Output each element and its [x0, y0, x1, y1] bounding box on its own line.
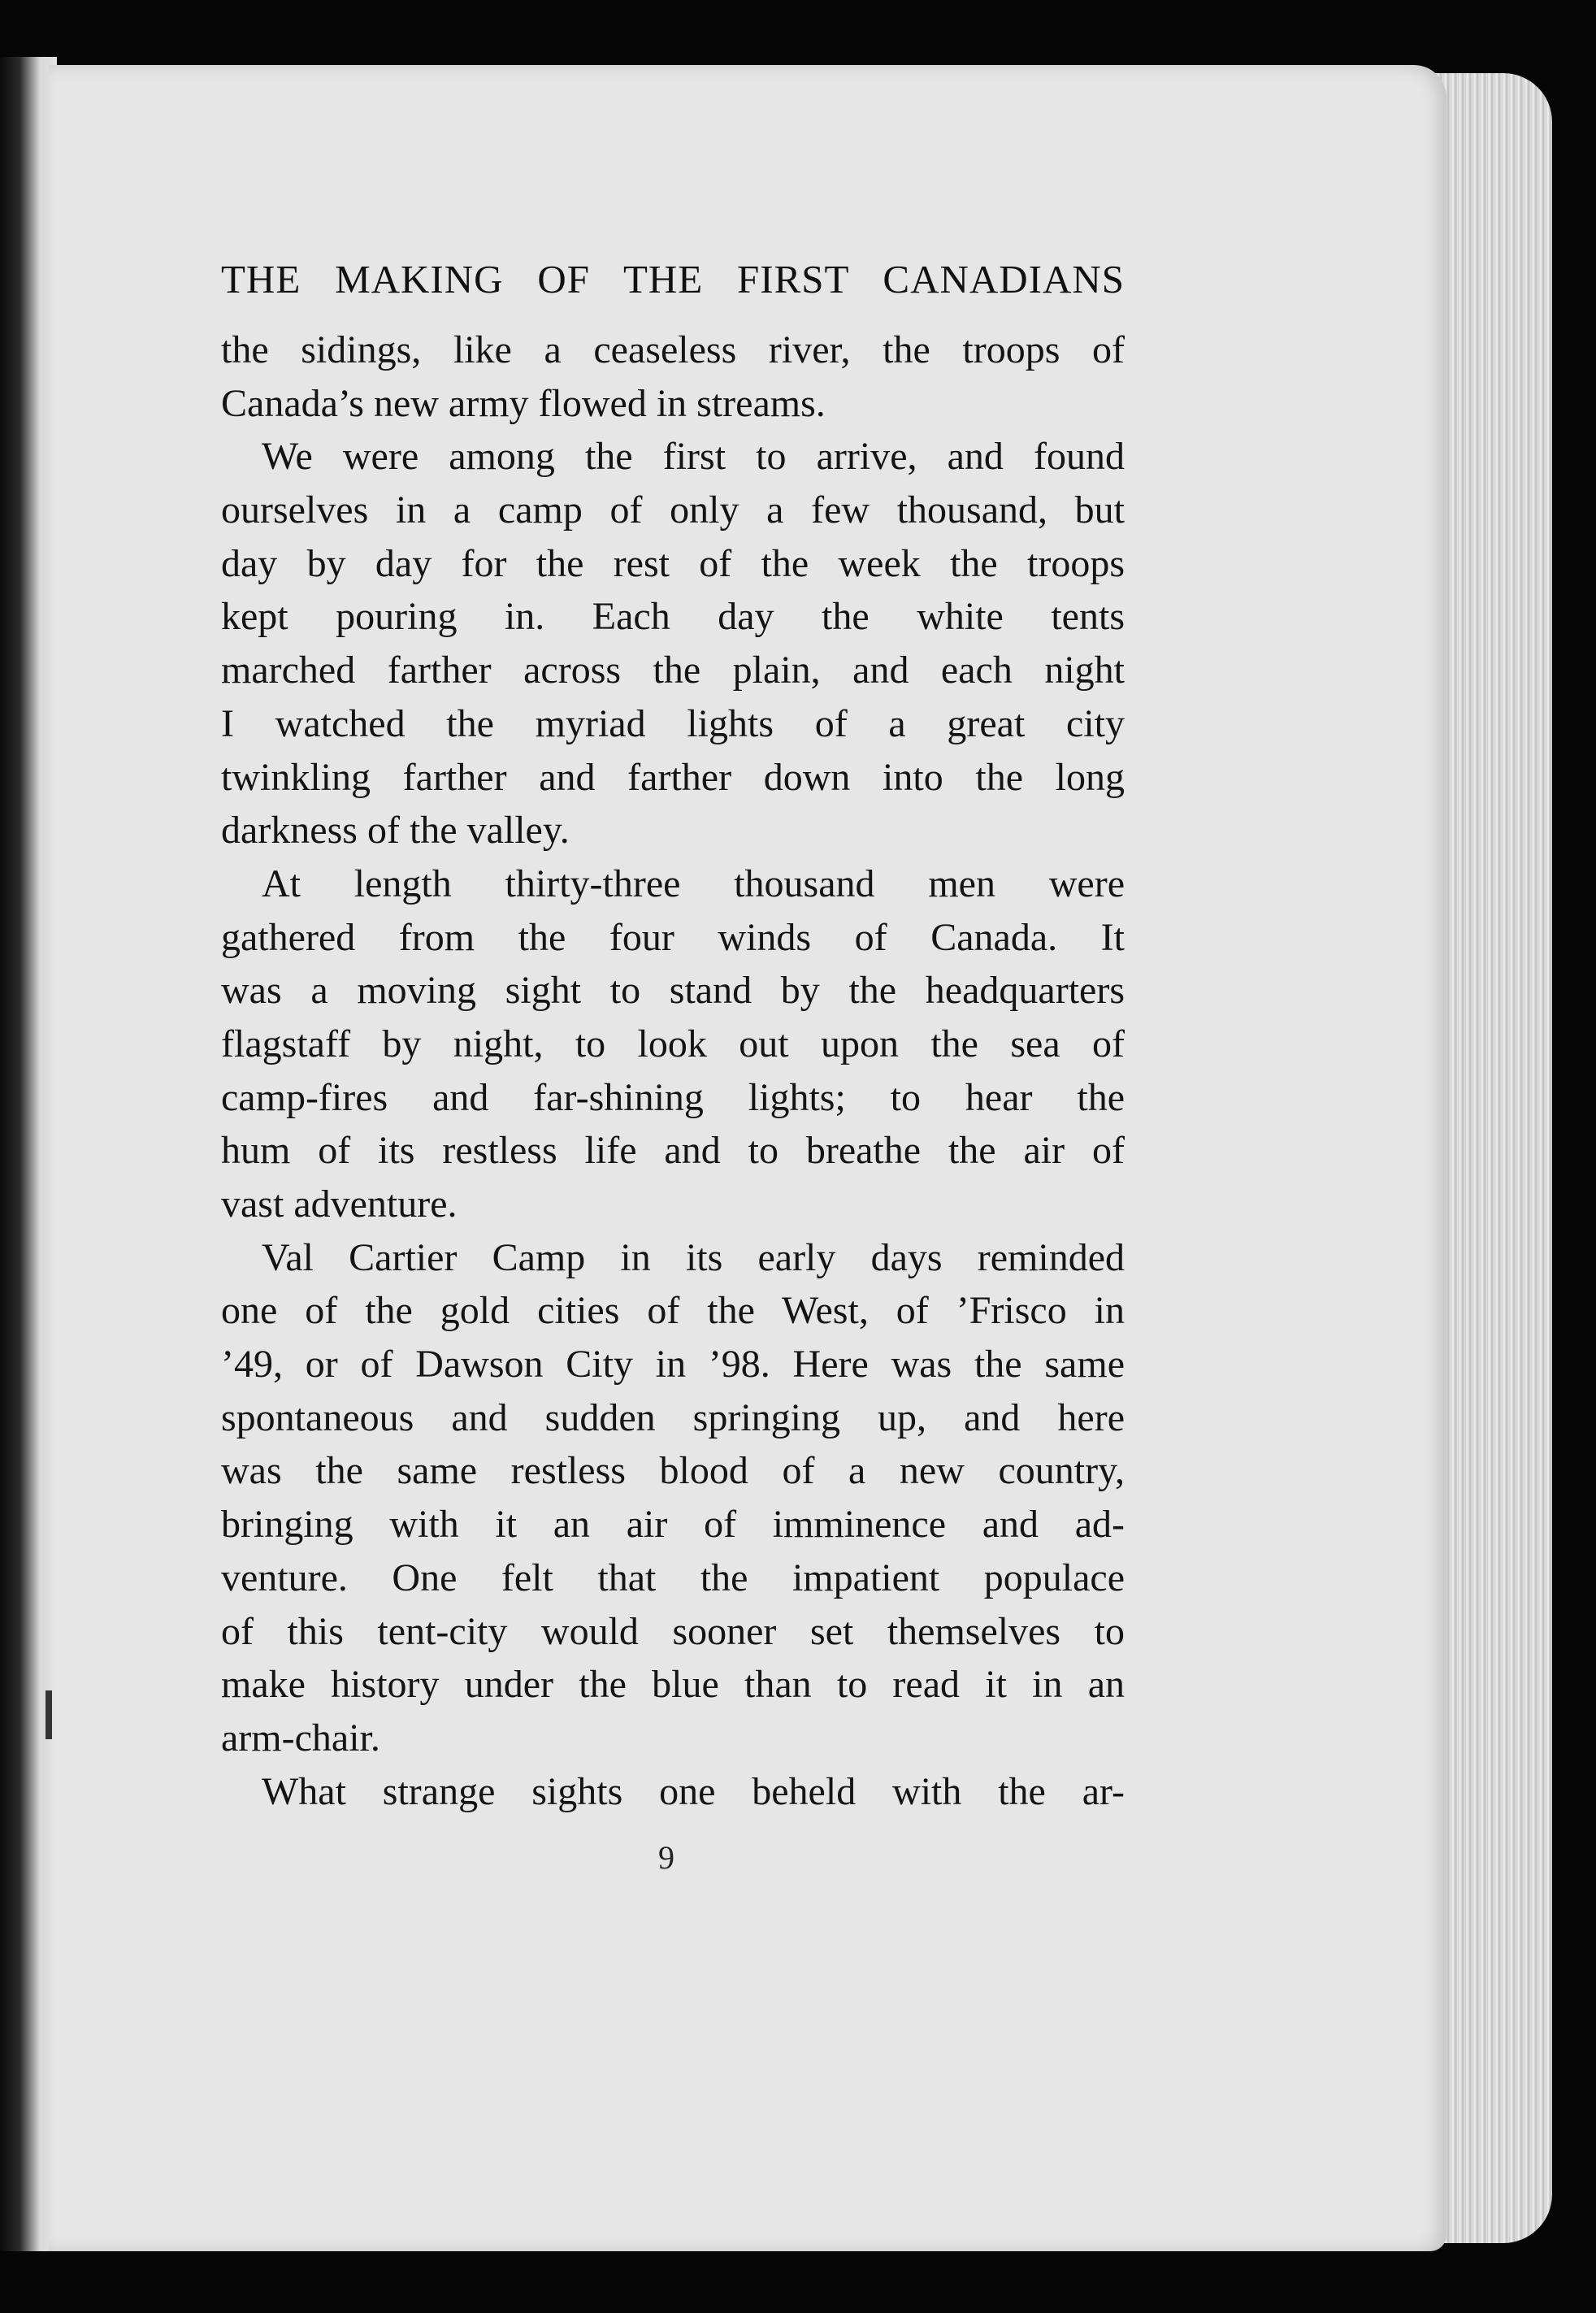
text-line: flagstaff by night, to look out upon the sea of [221, 1022, 1125, 1065]
text-line: spontaneous and sudden springing up, and here [221, 1395, 1125, 1439]
text-line: I watched the myriad lights of a great city [221, 701, 1125, 745]
text-line: Canada’s new army flowed in streams. [221, 381, 826, 425]
text-line: What strange sights one beheld with the ar- [262, 1769, 1125, 1813]
page-number: 9 [658, 1839, 674, 1876]
running-head: THE MAKING OF THE FIRST CANADIANS [221, 257, 1125, 302]
text-line: was a moving sight to stand by the headquarters [221, 969, 1125, 1013]
text-line: ourselves in a camp of only a few thousand, but [221, 488, 1125, 532]
text-line: darkness of the valley. [221, 809, 570, 853]
text-line: gathered from the four winds of Canada. It [221, 915, 1125, 959]
text-line: twinkling farther and farther down into the long [221, 755, 1125, 799]
text-line: bringing with it an air of imminence and ad- [221, 1503, 1125, 1547]
text-line: marched farther across the plain, and each night [221, 649, 1125, 692]
body-text [221, 323, 1125, 1818]
text-line: make history under the blue than to read it in an [221, 1663, 1125, 1707]
text-line: vast adventure. [221, 1183, 458, 1226]
text-line: Val Cartier Camp in its early days reminded [262, 1235, 1125, 1279]
text-line: arm-chair. [221, 1716, 380, 1760]
text-line: the sidings, like a ceaseless river, the troops of [221, 328, 1125, 371]
text-line: one of the gold cities of the West, of ’Frisco in [221, 1289, 1125, 1333]
text-line: was the same restless blood of a new country, [221, 1449, 1125, 1493]
text-line: day by day for the rest of the week the troops [221, 541, 1125, 585]
gutter-mark [46, 1690, 52, 1739]
text-line: hum of its restless life and to breathe the air of [221, 1129, 1125, 1173]
text-line: venture. One felt that the impatient populace [221, 1556, 1125, 1599]
text-line: kept pouring in. Each day the white tents [221, 595, 1125, 639]
text-line: camp-fires and far-shining lights; to hear the [221, 1075, 1125, 1119]
text-line: of this tent-city would sooner set themselves to [221, 1609, 1125, 1653]
text-line: At length thirty-three thousand men were [262, 861, 1125, 905]
text-line: We were among the first to arrive, and found [262, 435, 1125, 479]
text-line: ’49, or of Dawson City in ’98. Here was the same [221, 1343, 1125, 1386]
